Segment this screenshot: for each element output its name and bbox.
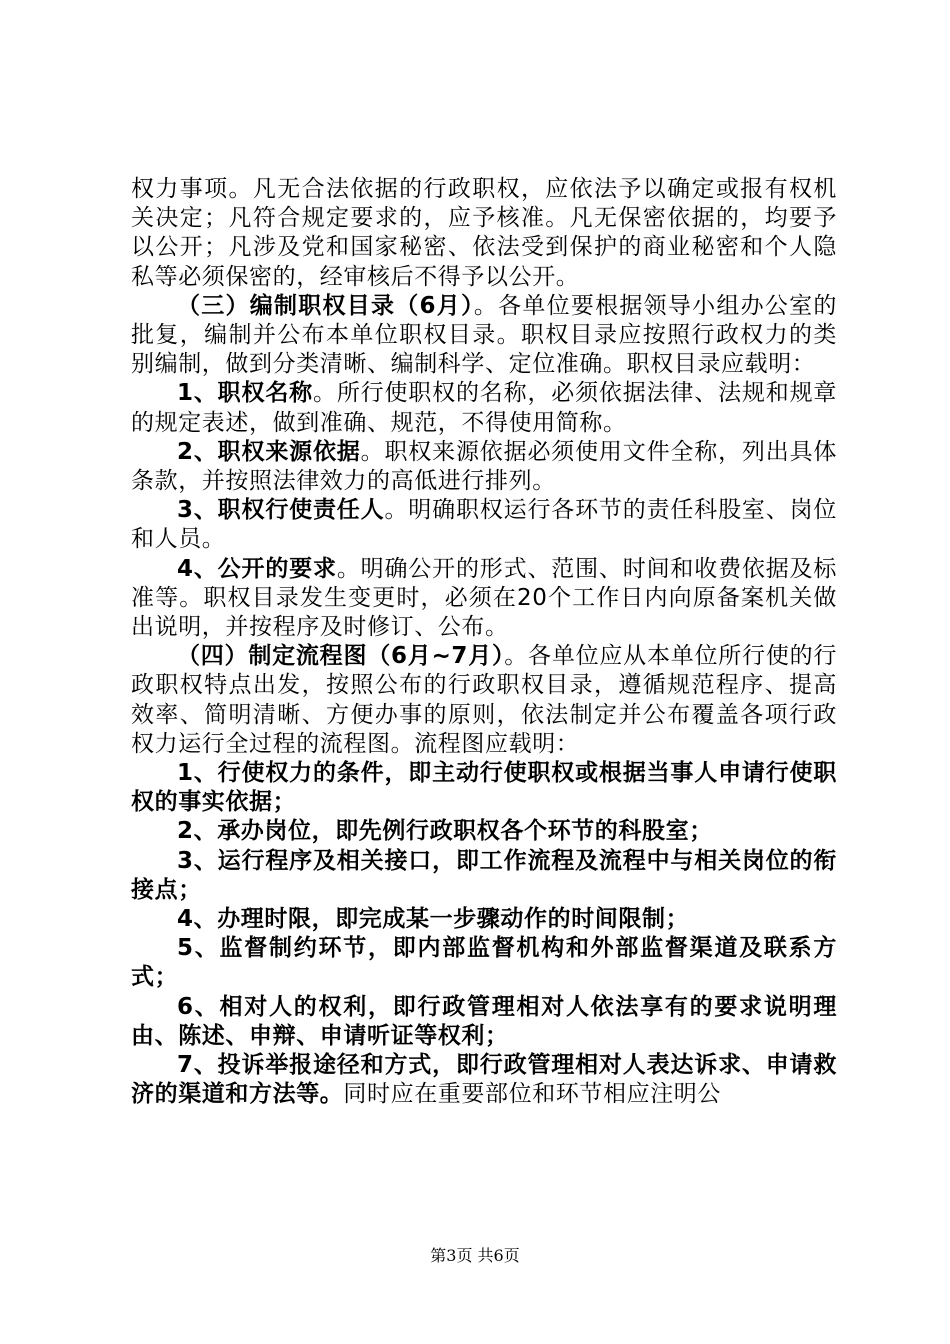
section-heading-3 — [131, 292, 837, 380]
page-footer — [0, 1243, 950, 1266]
section-text: 。各单位要根据领导小组办公室的批复，编制并公布本单位职权目录。职权目录应按照行政权力的类别编制，做到分类清晰、编制科学、定位准确。职权目录应载明： — [131, 292, 837, 378]
item-title: 4、公开的要求 — [177, 555, 337, 582]
item-title: 1、职权名称 — [177, 380, 313, 407]
paragraph-continuation — [131, 175, 837, 292]
item-title: 7、投诉举报途径和方式，即行政管理相对人表达诉求、申请救济的渠道和方法等。 — [131, 1052, 837, 1108]
item-title: 2、职权来源依据 — [177, 438, 361, 465]
list-item — [131, 934, 837, 992]
list-item — [131, 1051, 837, 1109]
item-title: 1、行使权力的条件，即主动行使职权或根据当事人申请行使职权的事实依据； — [131, 760, 837, 816]
list-item — [131, 438, 837, 496]
section-text: 。各单位应从本单位所行使的行政职权特点出发，按照公布的行政职权目录，遵循规范程序、提高效率、简明清晰、方便办事的原则，依法制定并公布覆盖各项行政权力运行全过程的流程图。流程图应载明： — [131, 643, 837, 757]
paragraph-text: 权力事项。凡无合法依据的行政职权，应依法予以确定或报有权机关决定；凡符合规定要求的，应予核准。凡无保密依据的，均要予以公开；凡涉及党和国家秘密、依法受到保护的商业秘密和个人隐私等必须保密的，经审核后不得予以公开。 — [131, 176, 837, 290]
item-title: 6、相对人的权利，即行政管理相对人依法享有的要求说明理由、陈述、申辩、申请听证等权利； — [131, 993, 837, 1049]
item-title: 5、监督制约环节，即内部监督机构和外部监督渠道及联系方式； — [131, 935, 837, 991]
document-body — [131, 175, 837, 1110]
list-item — [131, 817, 837, 846]
section-title: （四）制定流程图（6月~7月） — [177, 643, 505, 670]
list-item — [131, 847, 837, 905]
item-title: 3、职权行使责任人 — [177, 497, 385, 524]
item-text: 。明确公开的形式、范围、时间和收费依据及标准等。职权目录发生变更时，必须在20个工作日内向原备案机关做出说明，并按程序及时修订、公布。 — [131, 555, 837, 641]
section-heading-4 — [131, 642, 837, 759]
item-text: 同时应在重要部位和环节相应注明公 — [343, 1081, 722, 1108]
list-item — [131, 759, 837, 817]
list-item — [131, 555, 837, 643]
item-title: 2、承办岗位，即先例行政职权各个环节的科股室； — [177, 818, 713, 845]
item-text: 。所行使职权的名称，必须依据法律、法规和规章的规定表述，做到准确、规范，不得使用简称。 — [131, 380, 837, 436]
list-item — [131, 993, 837, 1051]
item-text: 。职权来源依据必须使用文件全称，列出具体条款，并按照法律效力的高低进行排列。 — [131, 438, 837, 495]
list-item — [131, 496, 837, 554]
section-title: （三）编制职权目录（6月） — [177, 292, 474, 319]
item-title: 3、运行程序及相关接口，即工作流程及流程中与相关岗位的衔接点； — [131, 847, 837, 903]
item-title: 4、办理时限，即完成某一步骤动作的时间限制； — [177, 906, 690, 933]
list-item — [131, 379, 837, 437]
list-item — [131, 905, 837, 934]
item-text: 。明确职权运行各环节的责任科股室、岗位和人员。 — [131, 497, 837, 553]
page-number-label: 第3页 共6页 — [430, 1246, 520, 1265]
